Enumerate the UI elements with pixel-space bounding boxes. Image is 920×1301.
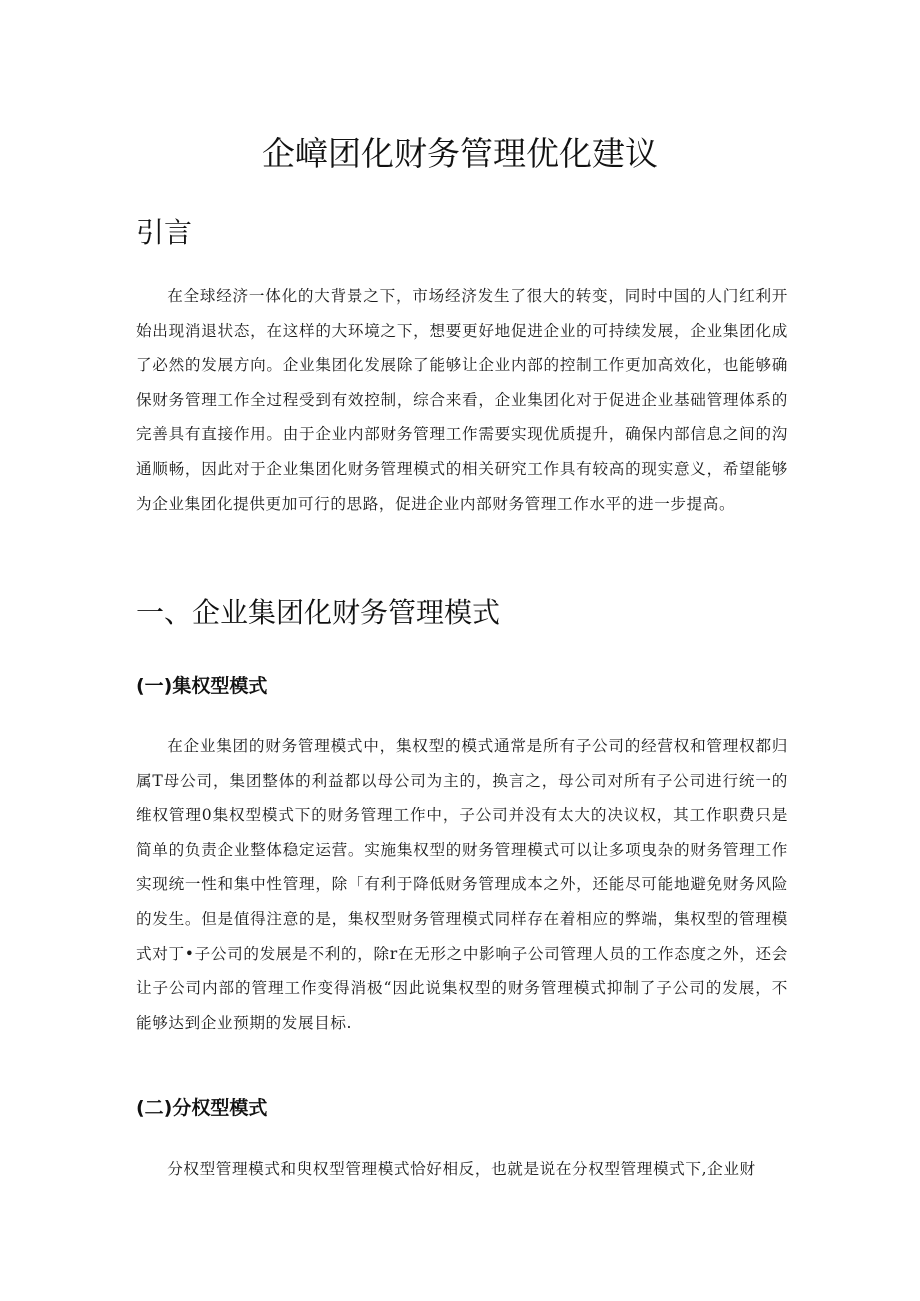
sub2-heading: (二)分权型模式 — [136, 1097, 268, 1119]
section1-heading: 一、企业集团化财务管理模式 — [136, 596, 501, 629]
intro-heading: 引言 — [136, 216, 193, 249]
sub1-heading: (一)集权型模式 — [136, 675, 268, 697]
sub1-paragraph: 在企业集团的财务管理模式中，集权型的模式通常是所有子公司的经营权和管理权都归属T母公司，集团整体的利益都以母公司为主的，换言之，母公司对所有子公司进行统一的维权管理0集权型模式下的财务管理工作中，子公司并没有太大的决议权，其工作职费只是简单的负责企业整体稳定运营。实施集权型的财务管理模式可以让多项曳杂的财务管理工作实现统一性和集中性管理，除「有利于降低财务管理成本之外，还能尽可能地避免财务风险的发生。但是值得注意的是，集权型财务管理模式同样存在着相应的弊端，集权型的管理模式对丁•子公司的发展是不利的，除r在无形之中影响子公司管理人员的工作态度之外，还会让子公司内部的管理工作变得消极“因此说集权型的财务管理模式抑制了子公司的发展，不能够达到企业预期的发展目标. — [136, 737, 788, 1032]
sub2-paragraph: 分权型管理模式和臾权型管理模式恰好相反，也就是说在分权型管理模式下,企业财 — [167, 1160, 756, 1178]
document-title: 企嶂团化财务管理优化建议 — [262, 134, 658, 173]
intro-paragraph: 在全球经济一体化的大背景之下，市场经济发生了很大的转变，同时中国的人门红利开始出现消退状态，在这样的大环境之下，想要更好地促进企业的可持续发展，企业集团化成了必然的发展方向。企业集团化发展除了能够让企业内部的控制工作更加高效化，也能够确保财务管理工作全过程受到有效控制，综合来看，企业集团化对于促进企业基础管理体系的完善具有直接作用。由于企业内部财务管理工作需要实现优质提升，确保内部信息之间的沟通顺畅，因此对于企业集团化财务管理模式的相关研究工作具有较高的现实意义，希望能够为企业集团化提供更加可行的思路，促进企业内部财务管理工作水平的进一步提高。 — [136, 287, 788, 513]
